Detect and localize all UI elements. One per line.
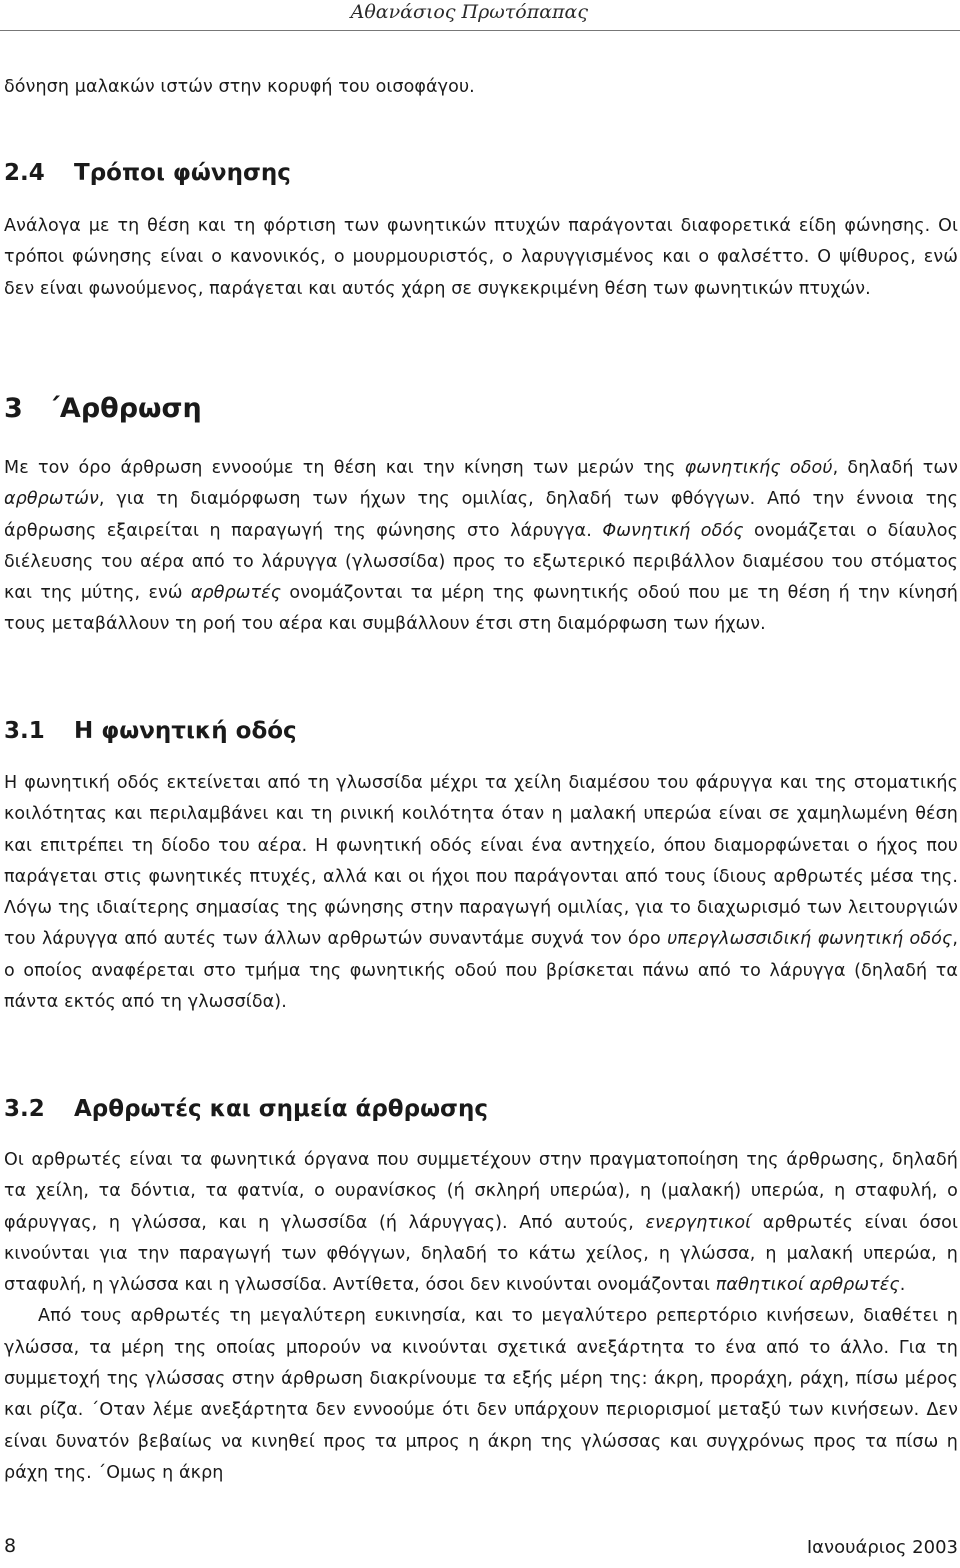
text-run: Οι αρθρωτές είναι τα φωνητικά όργανα που συμμετέχουν στην πραγματοποίηση της άρθρωσης, δηλαδή τα χείλη, τα δόντια, τα φατνία, ο ουρανίσκος (ή σκληρή υπερώα), η (μαλακή) υπερώα, η σταφυλή, ο φάρυγγας, η γλώσσα, και η γλωσσίδα (ή λάρυγγας). Από αυτούς, xyxy=(4,1150,958,1233)
section-3-body xyxy=(4,453,958,641)
section-3-1-body xyxy=(4,768,958,1018)
text-run: ονομάζονται τα μέρη της φωνητικής οδού που με τη θέση ή την κίνησή τους μεταβάλλουν τη ροή του αέρα και συμβάλλουν έτσι στη διαμόρφωση των ήχων. xyxy=(4,583,958,635)
header-rule xyxy=(0,30,960,31)
paragraph xyxy=(4,1145,958,1301)
term-active: ενεργητικοί xyxy=(645,1212,752,1233)
text-run: ονομάζεται ο δίαυλος διέλευσης του αέρα από το λάρυγγα (γλωσσίδα) προς το εξωτερικό περιβάλλον διαμέσου του στόματος και της μύτης, ενώ xyxy=(4,520,958,604)
section-2-4-body xyxy=(4,211,958,305)
text-run: . xyxy=(899,1275,906,1296)
lead-text: δόνηση μαλακών ιστών στην κορυφή του οισοφάγου. xyxy=(4,77,475,97)
paragraph xyxy=(4,453,958,641)
paragraph xyxy=(4,768,958,1018)
section-heading-3-1 xyxy=(4,716,297,746)
term-vocal-tract: φωνητικής οδού xyxy=(684,458,833,478)
paragraph: Από τους αρθρωτές τη μεγαλύτερη ευκινησία, και το μεγαλύτερο ρεπερτόριο κινήσεων, διαθέτει η γλώσσα, τα μέρη της οποίας μπορούν να κινούνται σχετικά ανεξάρτητα το ένα από το άλλο. Για τη συμμετοχή της γλώσσας στην άρθρωση διακρίνουμε τα εξής μέρη της: άκρη, προράχη, ράχη, πίσω μέρος και ρίζα. ΄Οταν λέμε ανεξάρτητα δεν εννοούμε ότι δεν υπάρχουν περιορισμοί μεταξύ των κινήσεων. Δεν είναι δυνατόν βεβαίως να κινηθεί προς τα μπρος η άκρη της γλώσσας και συγχρόνως προς τα πίσω η ράχη της. ΄Ομως η άκρη xyxy=(4,1306,958,1483)
paragraph: Ανάλογα με τη θέση και τη φόρτιση των φωνητικών πτυχών παράγονται διαφορετικά είδη φώνησης. Οι τρόποι φώνησης είναι ο κανονικός, ο μουρμουριστός, ο λαρυγγισμένος και ο φαλσέττο. Ο ψίθυρος, ενώ δεν είναι φωνούμενος, παράγεται και αυτός χάρη σε συγκεκριμένη θέση των φωνητικών πτυχών. xyxy=(4,216,958,299)
text-run: , δηλαδή των xyxy=(832,458,958,478)
section-title: ΄Αρθρωση xyxy=(48,393,202,424)
section-number: 3.2 xyxy=(4,1096,45,1122)
running-header: Αθανάσιος Πρωτόπαπας xyxy=(350,1,588,23)
section-title: Αρθρωτές και σημεία άρθρωσης xyxy=(74,1096,488,1122)
section-title: Τρόποι φώνησης xyxy=(74,160,291,186)
section-title: Η φωνητική οδός xyxy=(74,718,297,744)
term-supraglottal-tract: υπεργλωσσιδική φωνητική οδός xyxy=(667,929,953,950)
section-3-2-body xyxy=(4,1145,958,1489)
text-run: , για τη διαμόρφωση των ήχων της ομιλίας, δηλαδή των φθόγγων. Από την έννοια της άρθρωσης εξαιρείται η παραγωγή της φώνησης στο λάρυγγα. xyxy=(4,489,958,541)
section-number: 3.1 xyxy=(4,718,45,744)
text-run: Η φωνητική οδός εκτείνεται από τη γλωσσίδα μέχρι τα χείλη διαμέσου του φάρυγγα και της στοματικής κοιλότητας και περιλαμβάνει και τη ρινική κοιλότητα όταν η μαλακή υπερώα είναι σε χαμηλωμένη θέση και επιτρέπει τη δίοδο του αέρα. Η φωνητική οδός είναι ένα αντηχείο, όπου διαμορφώνεται ο ήχος που παράγεται στις φωνητικές πτυχές, αλλά και οι ήχοι που παράγονται από τους ίδιους αρθρωτές μέσα της. Λόγω της ιδιαίτερης σημασίας της φώνησης στην παραγωγή ομιλίας, για το διαχωρισμό των λειτουργιών του λάρυγγα από αυτές των άλλων αρθρωτών συναντάμε συχνά τον όρο xyxy=(4,773,958,950)
term-articulators: αρθρωτών xyxy=(4,489,99,510)
text-run: αρθρωτές είναι όσοι κινούνται για την παραγωγή των φθόγγων, δηλαδή το κάτω χείλος, η γλώσσα, η μαλακή υπερώα, η σταφυλή, η γλώσσα και η γλωσσίδα. Αντίθετα, όσοι δεν κινούνται ονομάζονται xyxy=(4,1212,959,1296)
footer-date: Ιανουάριος 2003 xyxy=(806,1537,958,1558)
section-heading-3-2 xyxy=(4,1094,488,1124)
term-passive-articulators: παθητικοί αρθρωτές xyxy=(715,1275,900,1296)
section-number: 3 xyxy=(4,393,23,424)
section-number: 2.4 xyxy=(4,160,45,186)
term-vocal-tract-def: Φωνητική οδός xyxy=(602,520,744,541)
page-number: 8 xyxy=(4,1535,17,1557)
term-articulators-def: αρθρωτές xyxy=(190,583,282,604)
lead-paragraph xyxy=(4,72,958,103)
text-run: Με τον όρο άρθρωση εννοούμε τη θέση και την κίνηση των μερών της xyxy=(4,458,685,478)
section-heading-2-4 xyxy=(4,158,291,188)
text-run: , ο οποίος αναφέρεται στο τμήμα της φωνητικής οδού που βρίσκεται πάνω από το λάρυγγα (δηλαδή τα πάντα εκτός από τη γλωσσίδα). xyxy=(4,929,958,1013)
section-heading-3 xyxy=(4,392,202,426)
